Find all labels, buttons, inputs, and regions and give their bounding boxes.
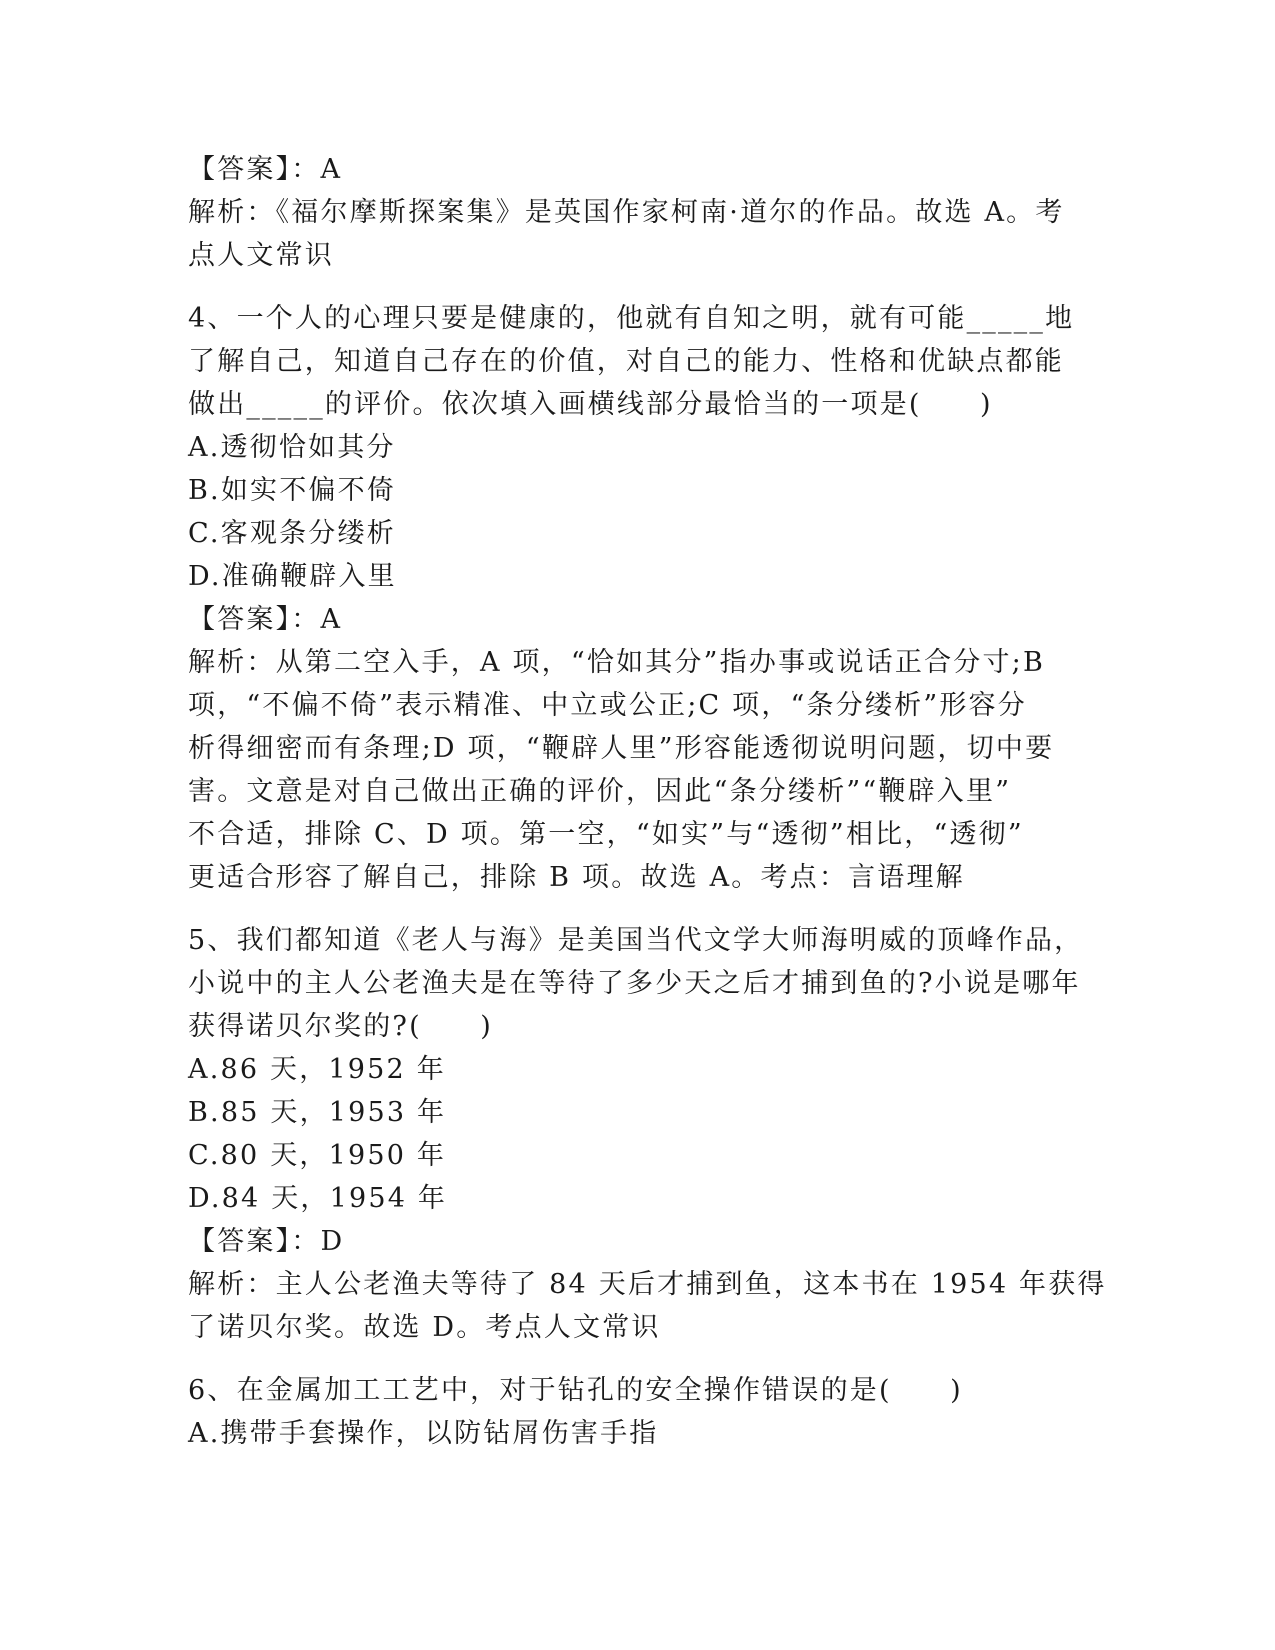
- analysis-line: 解析：《福尔摩斯探案集》是英国作家柯南·道尔的作品。故选 A。考: [188, 197, 1065, 228]
- question-stem-line: 小说中的主人公老渔夫是在等待了多少天之后才捕到鱼的?小说是哪年: [188, 968, 1081, 999]
- question-stem-line: 了解自己，知道自己存在的价值，对自己的能力、性格和优缺点都能: [188, 346, 1064, 377]
- option-d: D.准确鞭辟入里: [188, 561, 397, 592]
- answer-label: 【答案】：A: [188, 604, 343, 635]
- question-stem-line: 6、在金属加工工艺中，对于钻孔的安全操作错误的是( ): [188, 1375, 963, 1406]
- option-c: C.客观条分缕析: [188, 518, 396, 549]
- answer-label: 【答案】：D: [188, 1226, 345, 1257]
- option-b: B.如实不偏不倚: [188, 475, 397, 506]
- analysis-line: 解析：主人公老渔夫等待了 84 天后才捕到鱼，这本书在 1954 年获得: [188, 1269, 1107, 1300]
- question-stem-line: 4、一个人的心理只要是健康的，他就有自知之明，就有可能_____地: [188, 303, 1075, 334]
- question-stem-line: 做出_____的评价。依次填入画横线部分最恰当的一项是( ): [188, 389, 993, 420]
- question-stem-line: 5、我们都知道《老人与海》是美国当代文学大师海明威的顶峰作品，: [188, 925, 1084, 956]
- question-6: [188, 1369, 1088, 1455]
- analysis-line: 点人文常识: [188, 240, 334, 271]
- analysis-line: 更适合形容了解自己，排除 B 项。故选 A。考点：言语理解: [188, 862, 965, 893]
- question-stem-line: 获得诺贝尔奖的?( ): [188, 1011, 493, 1042]
- option-a: A.携带手套操作，以防钻屑伤害手指: [188, 1418, 659, 1449]
- question-5: [188, 919, 1107, 1349]
- document-page: [188, 148, 1107, 1455]
- option-a: A.86 天，1952 年: [188, 1054, 446, 1085]
- analysis-line: 不合适，排除 C、D 项。第一空，“如实”与“透彻”相比，“透彻”: [188, 819, 1024, 850]
- option-a: A.透彻恰如其分: [188, 432, 396, 463]
- prev-question-answer-block: [188, 148, 1088, 277]
- option-d: D.84 天，1954 年: [188, 1183, 448, 1214]
- question-4: [188, 297, 1088, 899]
- option-c: C.80 天，1950 年: [188, 1140, 447, 1171]
- analysis-line: 项，“不偏不倚”表示精准、中立或公正;C 项，“条分缕析”形容分: [188, 690, 1027, 721]
- answer-label: 【答案】：A: [188, 154, 343, 185]
- option-b: B.85 天，1953 年: [188, 1097, 447, 1128]
- analysis-line: 解析：从第二空入手，A 项，“恰如其分”指办事或说话正合分寸;B: [188, 647, 1046, 678]
- analysis-line: 了诺贝尔奖。故选 D。考点人文常识: [188, 1312, 661, 1343]
- analysis-line: 害。文意是对自己做出正确的评价，因此“条分缕析”“鞭辟入里”: [188, 776, 1012, 807]
- analysis-line: 析得细密而有条理;D 项，“鞭辟人里”形容能透彻说明问题，切中要: [188, 733, 1055, 764]
